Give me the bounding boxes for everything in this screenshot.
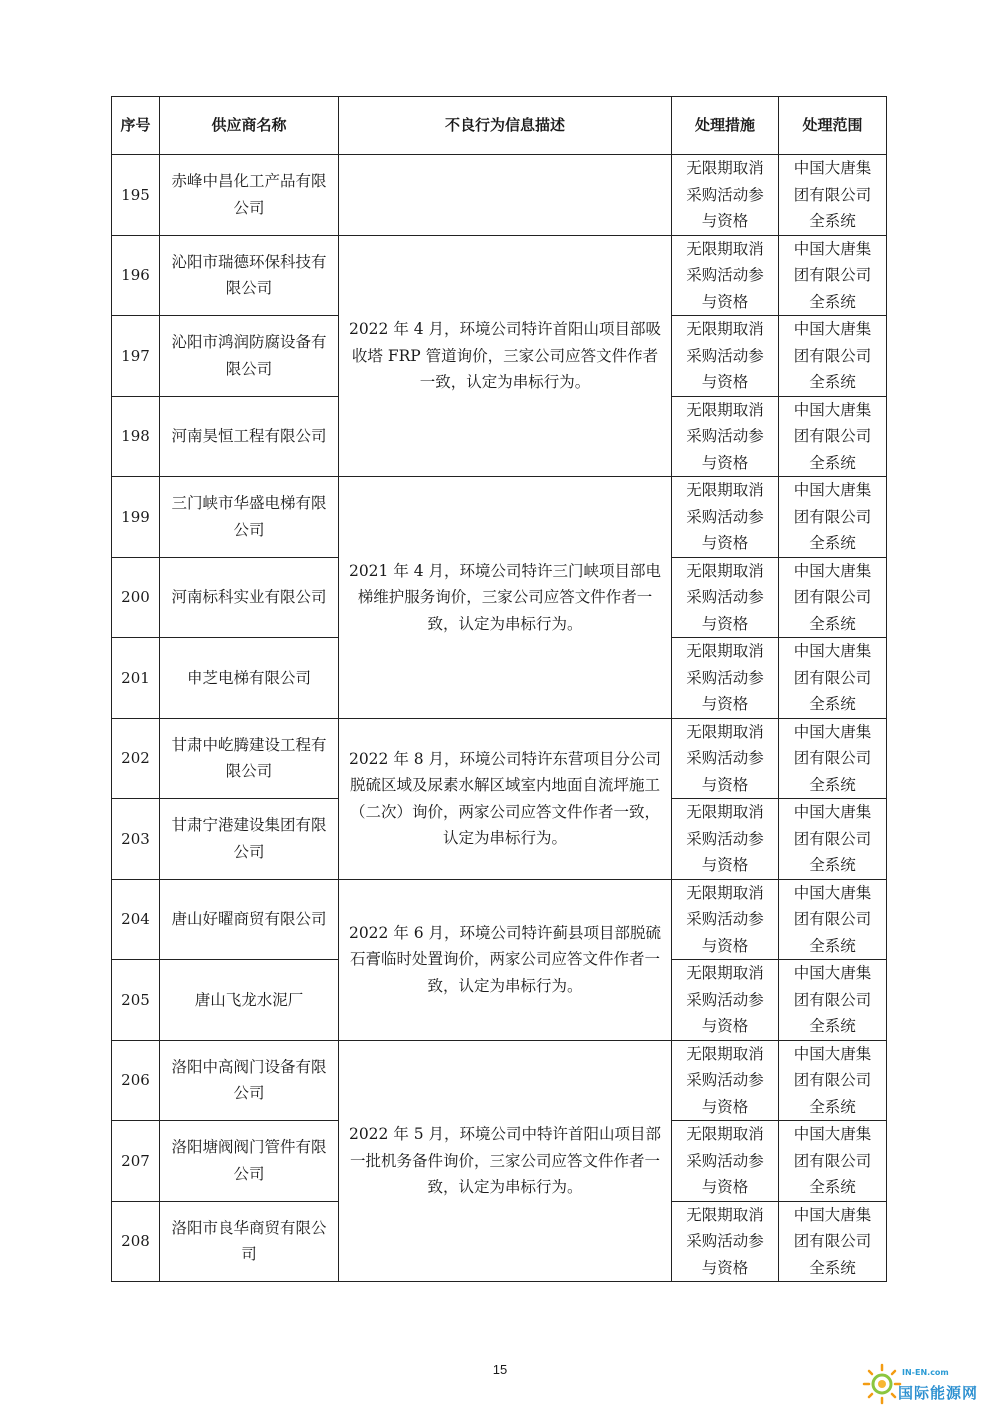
supplier-name: 沁阳市瑞德环保科技有限公司 <box>160 235 339 316</box>
violation-description: 2022 年 6 月，环境公司特许蓟县项目部脱硫石膏临时处置询价，两家公司应答文件作者一致，认定为串标行为。 <box>339 879 672 1040</box>
watermark-domain: IN-EN.com <box>902 1368 949 1377</box>
header-scope: 处理范围 <box>779 97 887 155</box>
row-number: 202 <box>112 718 160 799</box>
scope-cell: 中国大唐集团有限公司全系统 <box>779 396 887 477</box>
measure-cell: 无限期取消采购活动参与资格 <box>672 638 779 719</box>
table-row <box>112 1040 887 1121</box>
supplier-name: 唐山好曜商贸有限公司 <box>160 879 339 960</box>
header-description: 不良行为信息描述 <box>339 97 672 155</box>
violation-description: 2022 年 8 月，环境公司特许东营项目分公司脱硫区域及尿素水解区域室内地面自流坪施工（二次）询价，两家公司应答文件作者一致，认定为串标行为。 <box>339 718 672 879</box>
scope-cell: 中国大唐集团有限公司全系统 <box>779 1121 887 1202</box>
scope-cell: 中国大唐集团有限公司全系统 <box>779 316 887 397</box>
site-watermark <box>862 1360 996 1410</box>
supplier-name: 赤峰中昌化工产品有限公司 <box>160 155 339 236</box>
row-number: 208 <box>112 1201 160 1282</box>
scope-cell: 中国大唐集团有限公司全系统 <box>779 477 887 558</box>
row-number: 196 <box>112 235 160 316</box>
measure-cell: 无限期取消采购活动参与资格 <box>672 557 779 638</box>
violation-description: 2021 年 4 月，环境公司特许三门峡项目部电梯维护服务询价，三家公司应答文件作者一致，认定为串标行为。 <box>339 477 672 719</box>
violation-description: 2022 年 5 月，环境公司中特许首阳山项目部一批机务备件询价，三家公司应答文件作者一致，认定为串标行为。 <box>339 1040 672 1282</box>
table-row <box>112 155 887 236</box>
supplier-name: 申芝电梯有限公司 <box>160 638 339 719</box>
supplier-name: 三门峡市华盛电梯有限公司 <box>160 477 339 558</box>
measure-cell: 无限期取消采购活动参与资格 <box>672 477 779 558</box>
measure-cell: 无限期取消采购活动参与资格 <box>672 960 779 1041</box>
scope-cell: 中国大唐集团有限公司全系统 <box>779 960 887 1041</box>
row-number: 206 <box>112 1040 160 1121</box>
sun-logo-icon <box>862 1362 902 1406</box>
table-header-row <box>112 97 887 155</box>
table-row <box>112 879 887 960</box>
row-number: 204 <box>112 879 160 960</box>
measure-cell: 无限期取消采购活动参与资格 <box>672 1040 779 1121</box>
violation-description <box>339 155 672 236</box>
scope-cell: 中国大唐集团有限公司全系统 <box>779 1201 887 1282</box>
row-number: 197 <box>112 316 160 397</box>
table-row <box>112 477 887 558</box>
supplier-name: 甘肃中屹腾建设工程有限公司 <box>160 718 339 799</box>
measure-cell: 无限期取消采购活动参与资格 <box>672 155 779 236</box>
supplier-name: 河南标科实业有限公司 <box>160 557 339 638</box>
row-number: 203 <box>112 799 160 880</box>
scope-cell: 中国大唐集团有限公司全系统 <box>779 879 887 960</box>
scope-cell: 中国大唐集团有限公司全系统 <box>779 235 887 316</box>
supplier-name: 洛阳中高阀门设备有限公司 <box>160 1040 339 1121</box>
table-row <box>112 718 887 799</box>
row-number: 207 <box>112 1121 160 1202</box>
row-number: 201 <box>112 638 160 719</box>
supplier-name: 沁阳市鸿润防腐设备有限公司 <box>160 316 339 397</box>
row-number: 198 <box>112 396 160 477</box>
header-supplier: 供应商名称 <box>160 97 339 155</box>
scope-cell: 中国大唐集团有限公司全系统 <box>779 155 887 236</box>
scope-cell: 中国大唐集团有限公司全系统 <box>779 799 887 880</box>
blacklist-table <box>111 96 887 1282</box>
measure-cell: 无限期取消采购活动参与资格 <box>672 316 779 397</box>
scope-cell: 中国大唐集团有限公司全系统 <box>779 718 887 799</box>
row-number: 200 <box>112 557 160 638</box>
supplier-name: 唐山飞龙水泥厂 <box>160 960 339 1041</box>
page-number: 15 <box>492 1362 508 1377</box>
scope-cell: 中国大唐集团有限公司全系统 <box>779 1040 887 1121</box>
watermark-name: 国际能源网 <box>898 1384 979 1402</box>
row-number: 199 <box>112 477 160 558</box>
row-number: 205 <box>112 960 160 1041</box>
supplier-name: 甘肃宁港建设集团有限公司 <box>160 799 339 880</box>
supplier-name: 洛阳塘阀阀门管件有限公司 <box>160 1121 339 1202</box>
scope-cell: 中国大唐集团有限公司全系统 <box>779 638 887 719</box>
measure-cell: 无限期取消采购活动参与资格 <box>672 1201 779 1282</box>
row-number: 195 <box>112 155 160 236</box>
measure-cell: 无限期取消采购活动参与资格 <box>672 799 779 880</box>
supplier-name: 河南昊恒工程有限公司 <box>160 396 339 477</box>
supplier-name: 洛阳市良华商贸有限公司 <box>160 1201 339 1282</box>
scope-cell: 中国大唐集团有限公司全系统 <box>779 557 887 638</box>
header-measure: 处理措施 <box>672 97 779 155</box>
measure-cell: 无限期取消采购活动参与资格 <box>672 1121 779 1202</box>
header-seq: 序号 <box>112 97 160 155</box>
measure-cell: 无限期取消采购活动参与资格 <box>672 396 779 477</box>
table-row <box>112 235 887 316</box>
measure-cell: 无限期取消采购活动参与资格 <box>672 879 779 960</box>
measure-cell: 无限期取消采购活动参与资格 <box>672 718 779 799</box>
measure-cell: 无限期取消采购活动参与资格 <box>672 235 779 316</box>
violation-description: 2022 年 4 月，环境公司特许首阳山项目部吸收塔 FRP 管道询价，三家公司应答文件作者一致，认定为串标行为。 <box>339 235 672 477</box>
